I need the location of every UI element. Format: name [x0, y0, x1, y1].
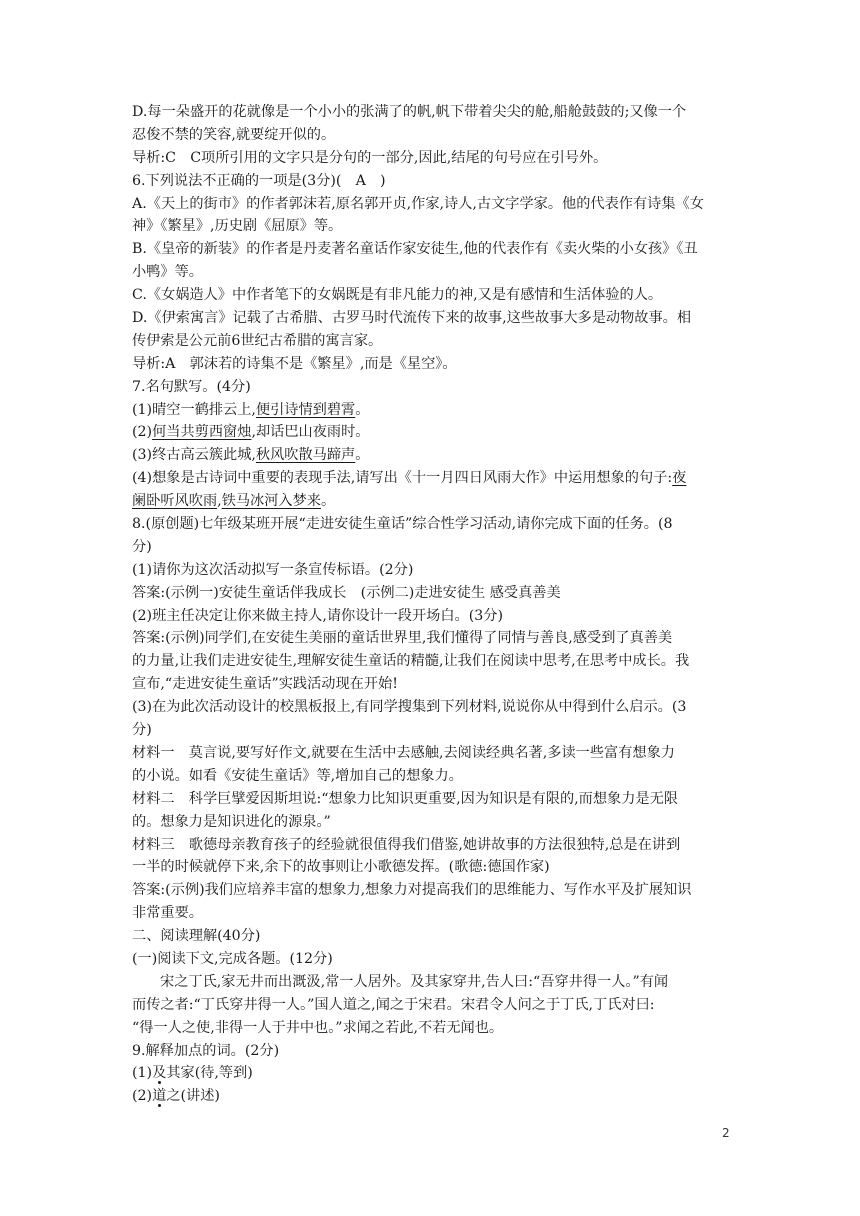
text-line: 神》《繁星》,历史剧《屈原》等。 — [132, 218, 343, 235]
q7-suffix: ,却话巴山夜雨时。 — [251, 424, 370, 441]
dotted-word: 及 — [152, 1065, 167, 1082]
q7-answer: 阑卧听风吹雨 — [132, 493, 218, 510]
q9-item-2 — [132, 1085, 732, 1108]
q7-item-3 — [132, 444, 732, 467]
q7-prefix: (2) — [132, 424, 153, 441]
text-line: B.《皇帝的新装》的作者是丹麦著名童话作家安徒生,他的代表作有《卖火柴的小女孩》《丑 — [132, 241, 698, 258]
q7-item-4-cont — [132, 490, 732, 513]
q9-prefix: (1) — [132, 1065, 153, 1082]
q9-suffix: 其家(待,等到) — [166, 1065, 253, 1082]
material-line: 材料三 歌德母亲教育孩子的经验就很值得我们借鉴,她讲故事的方法很独特,总是在讲到 — [132, 836, 681, 853]
q7-suffix: 。 — [355, 447, 370, 464]
q7-item-2 — [132, 421, 732, 444]
q9-suffix: 之(讲述) — [166, 1088, 220, 1105]
material-line: 材料二 科学巨擘爱因斯坦说:“想象力比知识更重要,因为知识是有限的,而想象力是无限 — [132, 790, 678, 807]
text-line: 导析:A 郭沫若的诗集不是《繁星》,而是《星空》。 — [132, 355, 457, 372]
dotted-word: 道 — [152, 1088, 167, 1105]
q7-prefix: (1)晴空一鹤排云上, — [132, 401, 256, 418]
text-line: 宣布,“走进安徒生童话”实践活动现在开始! — [132, 676, 398, 693]
q7-answer: 秋风吹散马蹄声 — [255, 447, 356, 464]
text-line: 忍俊不禁的笑容,就要绽开似的。 — [132, 126, 336, 143]
text-line: 非常重要。 — [132, 905, 203, 922]
text-line: 分) — [132, 538, 152, 555]
question-8-title: 8.(原创题)七年级某班开展“走进安徒生童话”综合性学习活动,请你完成下面的任务。(8 — [132, 516, 673, 533]
text-line: 导析:C C项所引用的文字只是分句的一部分,因此,结尾的句号应在引号外。 — [132, 149, 608, 166]
text-line: (2)班主任决定让你来做主持人,请你设计一段开场白。(3分) — [132, 607, 504, 624]
text-line: C.《女娲造人》中作者笔下的女娲既是有非凡能力的神,又是有感情和生活体验的人。 — [132, 287, 663, 304]
answer-line: 答案:(示例一)安徒生童话伴我成长 (示例二)走进安徒生 感受真善美 — [132, 584, 561, 601]
material-line: 的。想象力是知识进化的源泉。” — [132, 813, 331, 830]
q7-prefix: (3)终古高云簇此城, — [132, 447, 256, 464]
q7-prefix: (4)想象是古诗词中重要的表现手法,请写出《十一月四日风雨大作》中运用想象的句子: — [132, 470, 673, 487]
text-line: (3)在为此次活动设计的校黑板报上,有同学搜集到下列材料,说说你从中得到什么启示。(3 — [132, 699, 687, 716]
text-line: 分) — [132, 722, 152, 739]
q7-answer: 便引诗情到碧霄 — [255, 401, 356, 418]
q7-separator: , — [217, 493, 222, 510]
text-line: 传伊索是公元前6世纪古希腊的寓言家。 — [132, 332, 383, 349]
answer-line: 答案:(示例)同学们,在安徒生美丽的童话世界里,我们懂得了同情与善良,感受到了真善美 — [132, 630, 673, 647]
q7-answer: 何当共剪西窗烛 — [152, 424, 252, 441]
question-6-title: 6.下列说法不正确的一项是(3分)( A ) — [132, 172, 386, 189]
text-line: (1)请你为这次活动拟写一条宣传标语。(2分) — [132, 561, 414, 578]
text-line: D.每一朵盛开的花就像是一个小小的张满了的帆,帆下带着尖尖的舱,船舱鼓鼓的;又像一个 — [132, 104, 687, 120]
text-line: A.《天上的街市》的作者郭沫若,原名郭开贞,作家,诗人,古文字学家。他的代表作有诗集《女 — [132, 195, 704, 212]
answer-line: 答案:(示例)我们应培养丰富的想象力,想象力对提高我们的思维能力、写作水平及扩展知识 — [132, 882, 692, 899]
q7-suffix: 。 — [320, 493, 336, 510]
q7-suffix: 。 — [355, 401, 370, 418]
q9-item-1 — [132, 1062, 732, 1085]
material-line: 的小说。如看《安徒生童话》等,增加自己的想象力。 — [132, 767, 463, 784]
q7-answer: 铁马冰河入梦来 — [221, 493, 321, 510]
question-7-title: 7.名句默写。(4分) — [132, 378, 251, 395]
section-heading: 二、阅读理解(40分) — [132, 928, 261, 945]
passage-line: “得一人之使,非得一人于井中也。”求闻之若此,不若无闻也。 — [132, 1019, 504, 1036]
question-9-title: 9.解释加点的词。(2分) — [132, 1042, 280, 1059]
material-line: 材料一 莫言说,要写好作文,就要在生活中去感触,去阅读经典名著,多读一些富有想象力 — [132, 744, 675, 761]
q7-answer: 夜 — [672, 470, 687, 487]
page-content — [132, 101, 732, 1108]
q7-item-4 — [132, 467, 732, 490]
q7-item-1 — [132, 399, 732, 422]
text-line: 小鸭》等。 — [132, 264, 203, 281]
material-line: 一半的时候就停下来,余下的故事则让小歌德发挥。(歌德:德国作家) — [132, 859, 550, 876]
text-line: D.《伊索寓言》记载了古希腊、古罗马时代流传下来的故事,这些故事大多是动物故事。相 — [132, 310, 692, 327]
page-number: 2 — [722, 1126, 730, 1140]
passage-line: 宋之丁氏,家无井而出溉汲,常一人居外。及其家穿井,告人曰:“吾穿井得一人。”有闻 — [160, 973, 669, 990]
passage-line: 而传之者:“丁氏穿井得一人。”国人道之,闻之于宋君。宋君令人问之于丁氏,丁氏对曰: — [132, 996, 655, 1013]
text-line: 的力量,让我们走进安徒生,理解安徒生童话的精髓,让我们在阅读中思考,在思考中成长。我 — [132, 653, 690, 670]
q9-prefix: (2) — [132, 1088, 153, 1105]
subsection-heading: (一)阅读下文,完成各题。(12分) — [132, 950, 333, 967]
